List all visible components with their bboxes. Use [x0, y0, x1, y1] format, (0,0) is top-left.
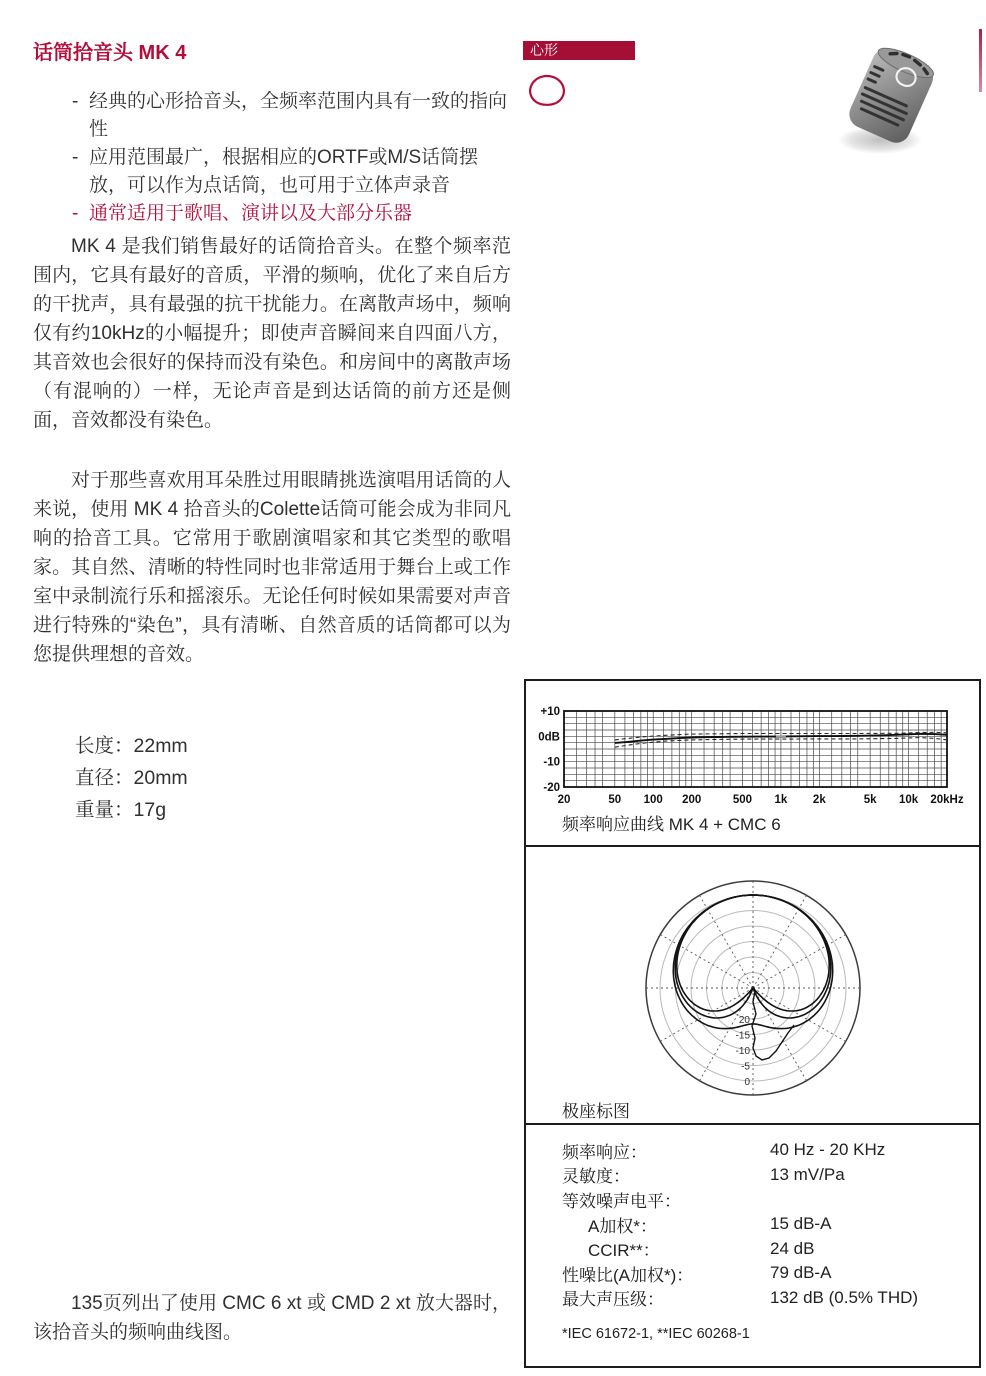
body-paragraph-2: 对于那些喜欢用耳朵胜过用眼睛挑选演唱用话筒的人来说，使用 MK 4 拾音头的Colette话筒可能会成为非同凡响的拾音工具。它常用于歌剧演唱家和其它类型的歌唱家。其自然、清晰的特性同时也非常适用于舞台上或工作室中录制流行乐和摇滚乐。无论任何时候如果需要对声音进行特殊的“染色”，具有清晰、自然音质的话筒都可以为您提供理想的音效。	[33, 470, 511, 665]
svg-text:-15: -15	[735, 1030, 750, 1042]
freq-1khz-marker	[776, 731, 786, 741]
bullet-dash: -	[72, 91, 79, 112]
spec-value: 40 Hz - 20 KHz	[770, 1140, 886, 1160]
spec-label: 灵敏度：	[562, 1167, 630, 1187]
spec-row	[562, 1236, 979, 1261]
svg-text:-20: -20	[543, 782, 560, 794]
spec-label: 频率响应：	[562, 1142, 647, 1162]
svg-text:5k: 5k	[863, 794, 877, 806]
spec-row	[562, 1163, 979, 1188]
svg-text:-5: -5	[741, 1061, 750, 1073]
polar-chart-caption: 极座标图	[562, 1102, 630, 1121]
page-title: 话筒拾音头 MK 4	[33, 42, 187, 64]
spec-label: A加权*：	[588, 1216, 657, 1236]
bullet-text: 通常适用于歌唱、演讲以及大部分乐器	[89, 203, 413, 224]
spec-row	[562, 1261, 979, 1286]
svg-text:100: 100	[643, 794, 663, 806]
bullet-text: 经典的心形拾音头，全频率范围内具有一致的指向性	[89, 91, 508, 140]
svg-text:0: 0	[744, 1077, 750, 1088]
dimension-weight: 重量：17g	[75, 799, 167, 821]
footer-paragraph: 135页列出了使用 CMC 6 xt 或 CMD 2 xt 放大器时，该拾音头的频响曲线图。	[33, 1293, 511, 1343]
svg-text:+10: +10	[540, 706, 560, 718]
bullet-dash: -	[72, 203, 79, 224]
freq-grid	[564, 711, 947, 787]
svg-text:0dB: 0dB	[538, 731, 560, 744]
spec-value: 79 dB-A	[770, 1263, 832, 1283]
polar-pattern-section	[526, 847, 979, 1125]
spec-label: 最大声压级：	[562, 1290, 664, 1310]
svg-text:-10: -10	[543, 756, 560, 769]
bullet-dash: -	[72, 147, 79, 168]
frequency-response-section	[526, 681, 979, 847]
spec-value: 15 dB-A	[770, 1214, 832, 1234]
spec-value: 13 mV/Pa	[770, 1164, 845, 1184]
bullet-text: 应用范围最广，根据相应的ORTF或M/S话筒摆放，可以作为点话筒，也可用于立体声录音	[89, 147, 479, 196]
svg-text:2k: 2k	[812, 794, 826, 806]
svg-text:-10: -10	[735, 1046, 750, 1057]
spec-value: 132 dB (0.5% THD)	[770, 1287, 919, 1307]
svg-text:10k: 10k	[898, 794, 919, 806]
feature-bullet	[72, 88, 510, 144]
pattern-badge: 心形	[523, 41, 635, 60]
svg-text:20: 20	[738, 1015, 750, 1026]
mk4-capsule-photo	[836, 38, 948, 160]
spec-footnote: *IEC 61672-1, **IEC 60268-1	[562, 1326, 750, 1343]
cardioid-icon	[521, 74, 575, 120]
spec-row	[562, 1212, 979, 1237]
spec-row	[562, 1286, 979, 1311]
svg-text:200: 200	[682, 794, 702, 806]
svg-text:20kHz: 20kHz	[930, 794, 964, 806]
spec-label: 等效噪声电平：	[562, 1191, 681, 1211]
page-edge-mark	[979, 29, 982, 92]
svg-text:1k: 1k	[774, 794, 788, 806]
feature-bullet-list	[72, 88, 510, 228]
feature-bullet	[72, 144, 510, 200]
svg-text:500: 500	[732, 794, 753, 806]
spec-row	[562, 1187, 979, 1212]
spec-panel	[524, 679, 981, 1368]
body-paragraph-1: MK 4 是我们销售最好的话筒拾音头。在整个频率范围内，它具有最好的音质，平滑的频响，优化了来自后方的干扰声，具有最强的抗干扰能力。在离散声场中，频响仅有约10kHz的小幅提升；即使声音瞬间来自四面八方，其音效也会很好的保持而没有染色。和房间中的离散声场（有混响的）一样，无论声音是到达话筒的前方还是侧面，音效都没有染色。	[33, 236, 511, 431]
spec-table	[526, 1125, 979, 1342]
spec-value: 24 dB	[770, 1238, 815, 1258]
spec-row	[562, 1138, 979, 1163]
dimensions-block	[75, 730, 188, 826]
spec-table-section	[526, 1125, 979, 1364]
spec-label: 性噪比(A加权*)：	[562, 1265, 694, 1285]
dimension-length: 长度：22mm	[75, 735, 188, 757]
svg-text:20: 20	[557, 794, 571, 806]
frequency-chart-caption: 频率响应曲线 MK 4 + CMC 6	[562, 815, 781, 834]
svg-text:50: 50	[608, 794, 622, 806]
feature-bullet-highlight	[72, 200, 510, 228]
spec-label: CCIR**：	[588, 1241, 660, 1261]
dimension-diameter: 直径：20mm	[75, 767, 188, 789]
polar-pattern-chart	[526, 847, 979, 1121]
